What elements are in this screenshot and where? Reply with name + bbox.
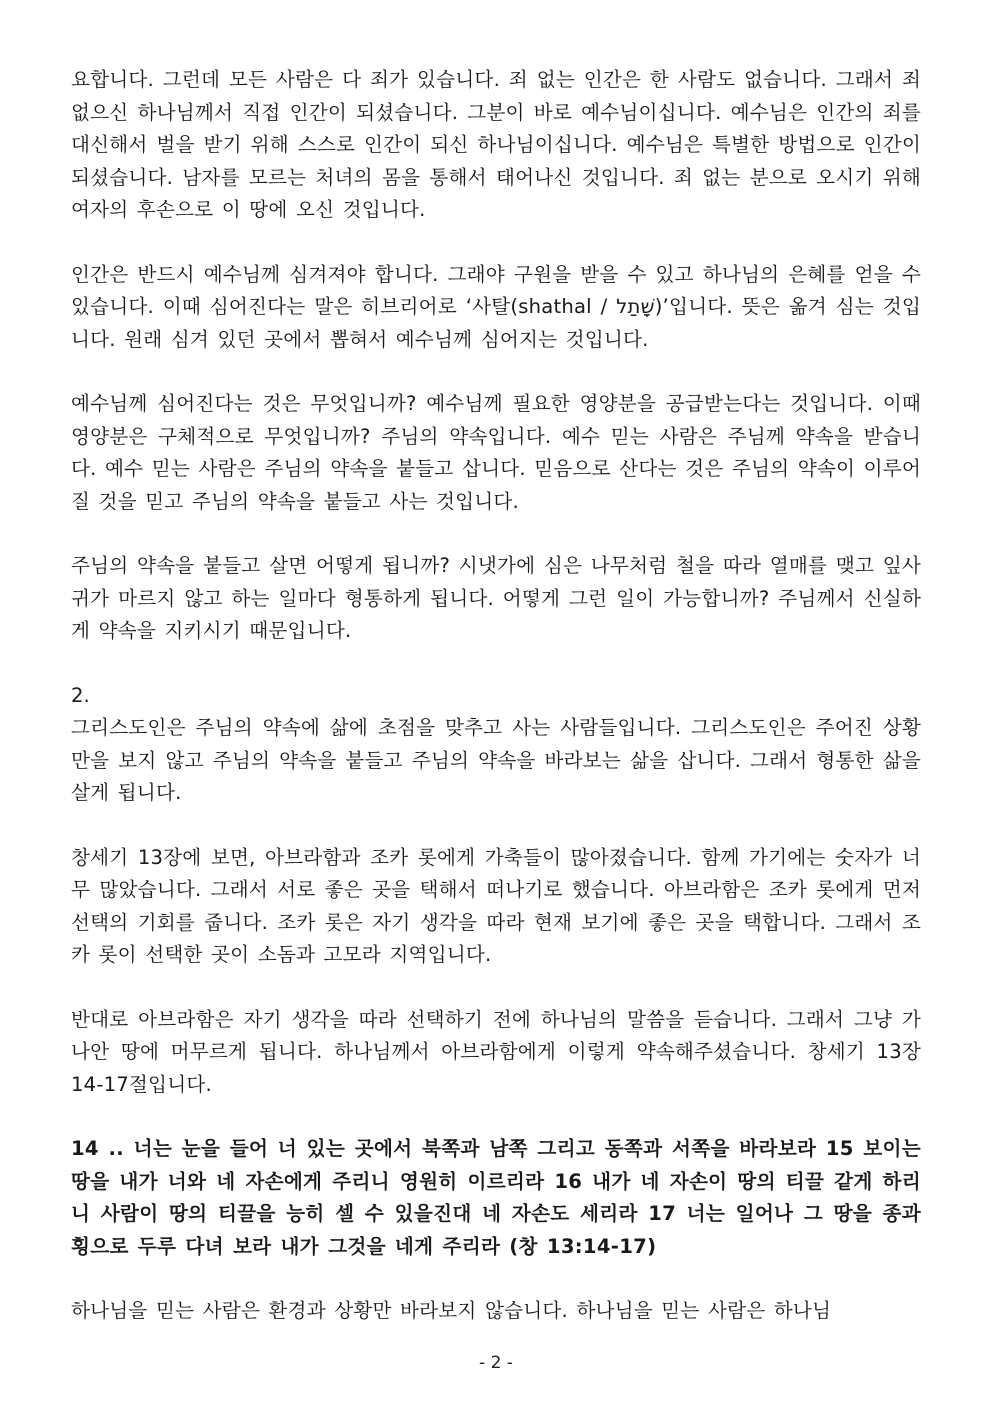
paragraph: 그리스도인은 주님의 약속에 삶에 초점을 맞추고 사는 사람들입니다. 그리스도인은 주어진 상황만을 보지 않고 주님의 약속을 붙들고 주님의 약속을 바라보는 삶을 삽니다. 그래서 형통한 삶을 살게 됩니다.	[71, 716, 921, 804]
paragraph: 요합니다. 그런데 모든 사람은 다 죄가 있습니다. 죄 없는 인간은 한 사람도 없습니다. 그래서 죄 없으신 하나님께서 직접 인간이 되셨습니다. 그분이 바로 예수님이십니다. 예수님은 인간의 죄를 대신해서 벌을 받기 위해 스스로 인간이 되신 하나님이십니다. 예수님은 특별한 방법으로 인간이 되셨습니다. 남자를 모르는 처녀의 몸을 통해서 태어나신 것입니다. 죄 없는 분으로 오시기 위해 여자의 후손으로 이 땅에 오신 것입니다.	[71, 68, 921, 221]
scripture-quote: 14 .. 너는 눈을 들어 너 있는 곳에서 북쪽과 남쪽 그리고 동쪽과 서쪽을 바라보라 15 보이는 땅을 내가 너와 네 자손에게 주리니 영원히 이르리라 16 내가 네 자손이 땅의 티끌 같게 하리니 사람이 땅의 티끌을 능히 셀 수 있을진대 네 자손도 세리라 17 너는 일어나 그 땅을 종과 횡으로 두루 다녀 보라 내가 그것을 네게 주리라 (창 13:14-17)	[71, 1137, 921, 1258]
paragraph: 인간은 반드시 예수님께 심겨져야 합니다. 그래야 구원을 받을 수 있고 하나님의 은혜를 얻을 수 있습니다. 이때 심어진다는 말은 히브리어로 ‘사탈(shathal / שָׁתַל)’입니다. 뜻은 옮겨 심는 것입니다. 원래 심겨 있던 곳에서 뽑혀서 예수님께 심어지는 것입니다.	[71, 262, 921, 351]
paragraph: 하나님을 믿는 사람은 환경과 상황만 바라보지 않습니다. 하나님을 믿는 사람은 하나님	[71, 1299, 832, 1322]
paragraph: 예수님께 심어진다는 것은 무엇입니까? 예수님께 필요한 영양분을 공급받는다는 것입니다. 이때 영양분은 구체적으로 무엇입니까? 주님의 약속입니다. 예수 믿는 사람은 주님께 약속을 받습니다. 예수 믿는 사람은 주님의 약속을 붙들고 삽니다. 믿음으로 산다는 것은 주님의 약속이 이루어질 것을 믿고 주님의 약속을 붙들고 사는 것입니다.	[71, 392, 921, 513]
paragraph: 창세기 13장에 보면, 아브라함과 조카 롯에게 가축들이 많아졌습니다. 함께 가기에는 숫자가 너무 많았습니다. 그래서 서로 좋은 곳을 택해서 떠나기로 했습니다. 아브라함은 조카 롯에게 먼저 선택의 기회를 줍니다. 조카 롯은 자기 생각을 따라 현재 보기에 좋은 곳을 택합니다. 그래서 조카 롯이 선택한 곳이 소돔과 고모라 지역입니다.	[71, 845, 921, 966]
document-body	[71, 64, 921, 1328]
paragraph: 주님의 약속을 붙들고 살면 어떻게 됩니까? 시냇가에 심은 나무처럼 철을 따라 열매를 맺고 잎사귀가 마르지 않고 하는 일마다 형통하게 됩니다. 어떻게 그런 일이 가능합니까? 주님께서 신실하게 약속을 지키시기 때문입니다.	[71, 554, 921, 642]
section-number: 2.	[71, 683, 90, 707]
paragraph: 반대로 아브라함은 자기 생각을 따라 선택하기 전에 하나님의 말씀을 듣습니다. 그래서 그냥 가나안 땅에 머무르게 됩니다. 하나님께서 아브라함에게 이렇게 약속해주셨습니다. 창세기 13장 14-17절입니다.	[71, 1007, 921, 1096]
page-number: - 2 -	[479, 1353, 513, 1373]
